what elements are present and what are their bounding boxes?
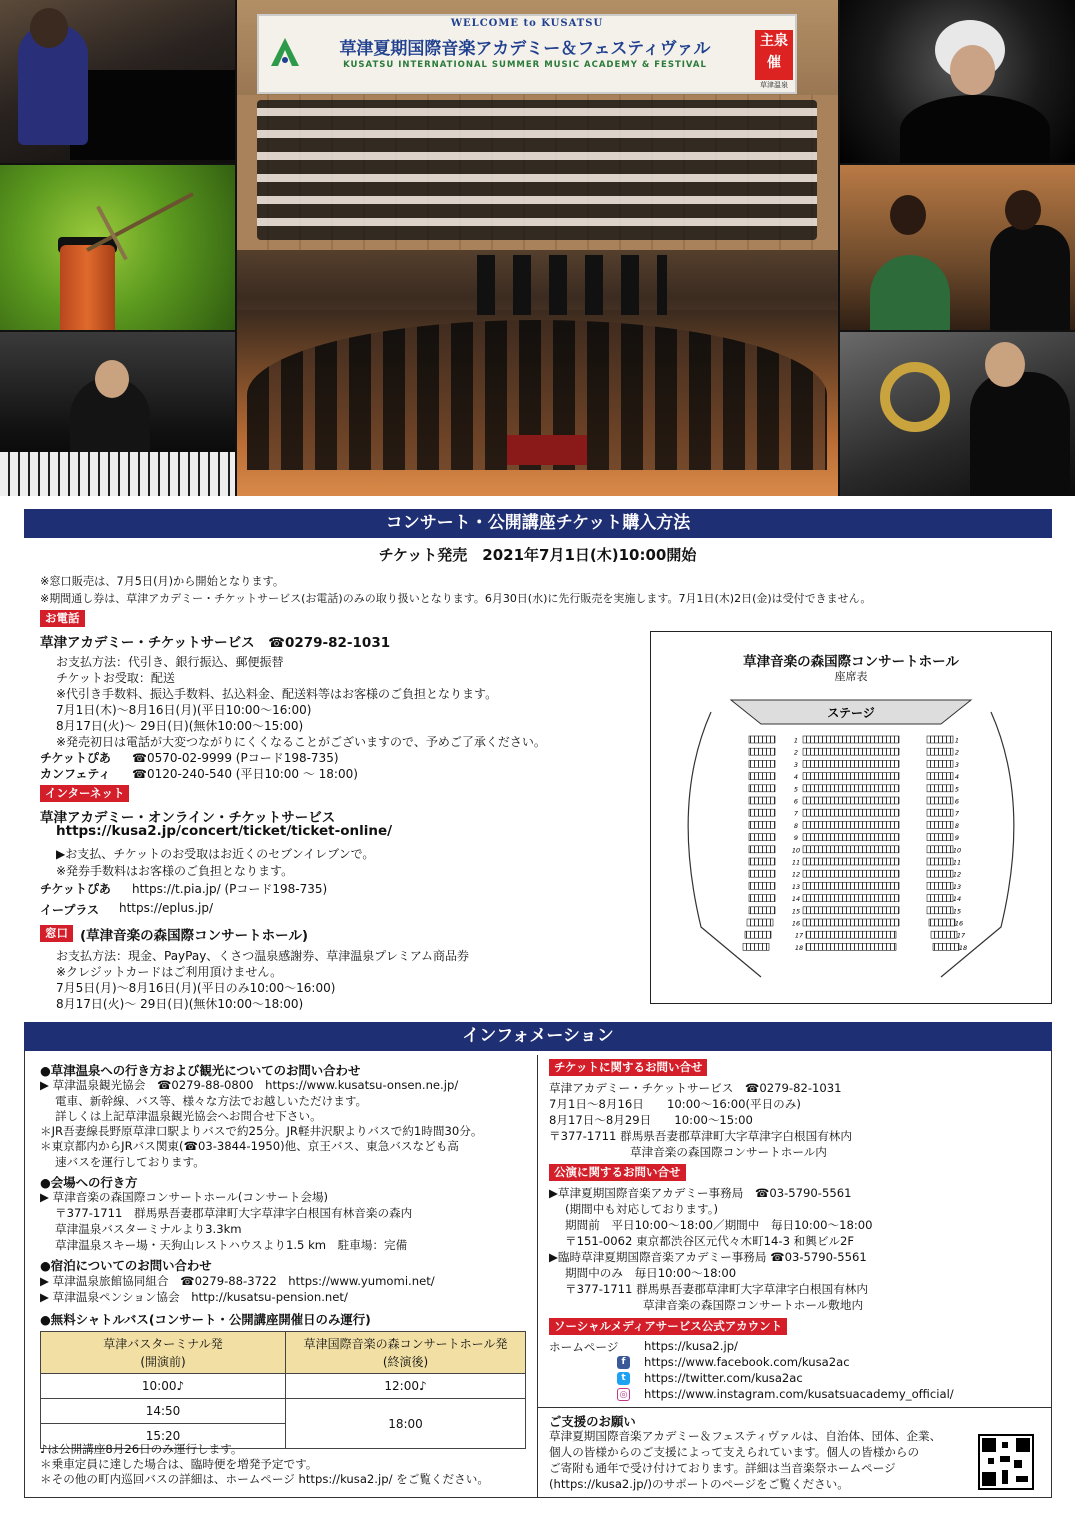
seat-block-left bbox=[749, 846, 775, 853]
access-line: 詳しくは上記草津温泉観光協会へお問合せ下さい。 bbox=[55, 1109, 322, 1123]
eplus-link[interactable]: https://eplus.jp/ bbox=[119, 901, 214, 915]
phone-line: お支払方法：代引き、銀行振込、郵便振替 bbox=[56, 655, 284, 669]
seat-block-right bbox=[933, 943, 959, 950]
festival-banner bbox=[257, 14, 797, 94]
seat-block-right bbox=[927, 834, 953, 841]
instagram-link[interactable]: https://www.instagram.com/kusatsuacademy_official/ bbox=[644, 1387, 954, 1401]
phone-line: ※代引き手数料、振込手数料、払込料金、配送料等はお客様のご負担となります。 bbox=[56, 687, 498, 701]
venue-heading: ●会場への行き方 bbox=[40, 1175, 138, 1190]
seat-block-right bbox=[927, 870, 953, 877]
seat-row-label: 4 bbox=[793, 773, 799, 782]
info-section-title: インフォメーション bbox=[24, 1022, 1052, 1051]
shuttle-cell: 15:20 bbox=[41, 1424, 286, 1449]
twitter-link[interactable]: https://twitter.com/kusa2ac bbox=[644, 1371, 803, 1385]
seat-block-center bbox=[803, 870, 899, 877]
shuttle-cell: 12:00♪ bbox=[286, 1374, 526, 1399]
access-line: ▶ 草津温泉観光協会 ☎0279-88-0800 https://www.kusatsu-onsen.ne.jp/ bbox=[40, 1078, 459, 1092]
seat-row-label: 17 bbox=[794, 931, 804, 940]
seat-block-right bbox=[927, 736, 953, 743]
seating-subtitle: 座席表 bbox=[834, 670, 868, 683]
note-season-pass: ※期間通し券は、草津アカデミー・チケットサービス(お電話)のみの取り扱いとなります。6月30日(水)に先行販売を実施します。7月1日(木)2日(金)は受付できません。 bbox=[40, 592, 872, 605]
support-line: ご寄附も通年で受け付けております。詳細は当音楽祭ホームページ bbox=[549, 1461, 896, 1475]
seat-block-center bbox=[803, 858, 899, 865]
photo-orchestra-choir bbox=[237, 0, 838, 496]
instagram-icon[interactable]: ◎ bbox=[617, 1388, 630, 1401]
seat-row-label: 12 bbox=[791, 870, 801, 879]
banner-welcome: WELCOME to KUSATSU bbox=[450, 18, 604, 29]
seat-block-right bbox=[927, 882, 953, 889]
seat-block-center bbox=[803, 907, 899, 914]
seat-block-right bbox=[929, 919, 955, 926]
seating-chart bbox=[650, 631, 1052, 1004]
window-line: 8月17日(火)～ 29日(日)(無休10:00～18:00) bbox=[56, 997, 304, 1011]
seat-block-left bbox=[749, 907, 775, 914]
seat-row-label: 12 bbox=[952, 870, 962, 879]
seat-block-center bbox=[803, 736, 899, 743]
seat-block-right bbox=[927, 748, 953, 755]
seat-row-label: 15 bbox=[791, 907, 801, 916]
online-service: 草津アカデミー・オンライン・チケットサービス bbox=[40, 810, 336, 826]
access-line: ＊東京都内からJRバス関東(☎03-3844-1950)他、京王バス、東急バスなども高 bbox=[40, 1139, 459, 1153]
stage-label: ステージ bbox=[827, 706, 875, 720]
shuttle-col2-head: 草津国際音楽の森コンサートホール発 (終演後) bbox=[286, 1332, 526, 1374]
shuttle-cell: 18:00 bbox=[286, 1399, 526, 1449]
venue-line: 草津温泉バスターミナルより3.3km bbox=[55, 1222, 242, 1236]
seat-row-label: 16 bbox=[791, 919, 801, 928]
seat-block-left bbox=[747, 919, 773, 926]
photo-dragonfly bbox=[0, 165, 235, 330]
seat-row-label: 9 bbox=[954, 834, 960, 843]
pia-phone: ☎0570-02-9999 (Pコード198-735) bbox=[132, 751, 339, 765]
tag-phone: お電話 bbox=[40, 610, 85, 627]
seat-block-center bbox=[803, 882, 899, 889]
seat-row-label: 3 bbox=[954, 760, 960, 769]
seat-block-right bbox=[927, 809, 953, 816]
phone-line: 7月1日(木)～8月16日(月)(平日10:00～16:00) bbox=[56, 703, 312, 717]
window-place: (草津音楽の森国際コンサートホール) bbox=[80, 928, 309, 944]
tag-window: 窓口 bbox=[40, 925, 73, 942]
pia-label: チケットぴあ bbox=[40, 882, 111, 896]
pia-link[interactable]: https://t.pia.jp/ (Pコード198-735) bbox=[132, 882, 328, 896]
seat-row-label: 8 bbox=[793, 821, 799, 830]
shuttle-note: ＊その他の町内巡回バスの詳細は、ホームページ https://kusa2.jp/ をご覧ください。 bbox=[40, 1472, 489, 1486]
performance-inquiry-line: 〒151-0062 東京都渋谷区元代々木町14-3 和興ビル2F bbox=[565, 1234, 855, 1248]
performance-inquiry-line: 〒377-1711 群馬県吾妻郡草津町大字草津字白根国有林内 bbox=[565, 1282, 868, 1296]
eplus-label: イープラス bbox=[40, 903, 100, 917]
seat-row-label: 1 bbox=[793, 736, 799, 745]
seat-block-left bbox=[749, 870, 775, 877]
seat-row-label: 9 bbox=[793, 834, 799, 843]
seat-block-center bbox=[803, 919, 899, 926]
confetti-label: カンフェティ bbox=[40, 767, 111, 781]
ticket-inquiry-line: 〒377-1711 群馬県吾妻郡草津町大字草津字白根国有林内 bbox=[549, 1129, 852, 1143]
seat-block-right bbox=[927, 858, 953, 865]
seat-block-right bbox=[927, 895, 953, 902]
seat-block-center bbox=[803, 895, 899, 902]
seat-block-left bbox=[749, 858, 775, 865]
seat-block-center bbox=[806, 931, 896, 938]
info-divider bbox=[537, 1055, 538, 1497]
shuttle-note: ＊乗車定員に達した場合は、臨時便を増発予定です。 bbox=[40, 1457, 318, 1471]
facebook-link[interactable]: https://www.facebook.com/kusa2ac bbox=[644, 1355, 850, 1369]
seat-row-label: 4 bbox=[954, 773, 960, 782]
seat-block-right bbox=[931, 931, 957, 938]
seat-row-label: 11 bbox=[952, 858, 962, 867]
seat-block-left bbox=[749, 736, 775, 743]
seat-block-center bbox=[803, 748, 899, 755]
seat-row-label: 11 bbox=[791, 858, 801, 867]
online-ticket-link[interactable]: https://kusa2.jp/concert/ticket/ticket-online/ bbox=[56, 823, 393, 839]
seat-row-label: 3 bbox=[793, 760, 799, 769]
twitter-icon[interactable]: t bbox=[617, 1372, 630, 1385]
banner-seal-sub: 草津温泉 bbox=[760, 81, 788, 89]
shuttle-note: ♪は公開講座8月26日のみ運行します。 bbox=[40, 1442, 243, 1456]
seat-block-right bbox=[927, 821, 953, 828]
seat-block-left bbox=[749, 773, 775, 780]
shuttle-heading: ●無料シャトルバス(コンサート・公開講座開催日のみ運行) bbox=[40, 1312, 371, 1327]
seat-block-left bbox=[749, 809, 775, 816]
seat-row-label: 14 bbox=[952, 895, 962, 904]
seat-row-label: 16 bbox=[954, 919, 964, 928]
access-heading: ●草津温泉への行き方および観光についてのお問い合わせ bbox=[40, 1063, 361, 1078]
seat-row-label: 7 bbox=[793, 809, 799, 818]
facebook-icon[interactable]: f bbox=[617, 1356, 630, 1369]
seat-block-center bbox=[803, 773, 899, 780]
venue-line: 草津温泉スキー場・天狗山レストハウスより1.5 km 駐車場：完備 bbox=[55, 1238, 408, 1252]
seating-title: 草津音楽の森国際コンサートホール bbox=[743, 654, 959, 670]
seating-map bbox=[651, 682, 1051, 1002]
note-window-sale: ※窓口販売は、7月5日(月)から開始となります。 bbox=[40, 575, 285, 588]
seat-block-center bbox=[803, 821, 899, 828]
stay-heading: ●宿泊についてのお問い合わせ bbox=[40, 1258, 212, 1273]
photo-pianist bbox=[0, 0, 235, 163]
seat-row-label: 17 bbox=[956, 931, 966, 940]
seat-block-left bbox=[749, 882, 775, 889]
seat-block-left bbox=[745, 931, 771, 938]
support-line: 草津夏期国際音楽アカデミー＆フェスティヴァルは、自治体、団体、企業、 bbox=[549, 1429, 942, 1443]
internet-line: ※発券手数料はお客様のご負担となります。 bbox=[56, 864, 294, 878]
support-line: (https://kusa2.jp/)のサポートのページをご覧ください。 bbox=[549, 1477, 849, 1491]
banner-english: KUSATSU INTERNATIONAL SUMMER MUSIC ACADEMY & FESTIVAL bbox=[343, 60, 707, 70]
seat-row-label: 10 bbox=[791, 846, 801, 855]
seat-row-label: 8 bbox=[954, 821, 960, 830]
venue-line: 〒377-1711 群馬県吾妻郡草津町大字草津字白根国有林音楽の森内 bbox=[55, 1206, 413, 1220]
seat-row-label: 15 bbox=[952, 907, 962, 916]
performance-inquiry-line: 草津音楽の森国際コンサートホール敷地内 bbox=[643, 1298, 864, 1312]
photo-opera-singers bbox=[840, 165, 1075, 330]
seat-block-right bbox=[927, 773, 953, 780]
stay-line: ▶ 草津温泉ペンション協会 http://kusatsu-pension.net/ bbox=[40, 1290, 348, 1304]
phone-line: チケットお受取：配送 bbox=[56, 671, 175, 685]
seat-row-label: 18 bbox=[794, 943, 804, 952]
seat-block-left bbox=[743, 943, 769, 950]
seat-block-right bbox=[927, 846, 953, 853]
stay-line: ▶ 草津温泉旅館協同組合 ☎0279-88-3722 https://www.yumomi.net/ bbox=[40, 1274, 435, 1288]
photo-wind-players bbox=[840, 332, 1075, 496]
phone-service: 草津アカデミー・チケットサービス ☎0279-82-1031 bbox=[40, 635, 391, 651]
performance-inquiry-line: ▶草津夏期国際音楽アカデミー事務局 ☎03-5790-5561 bbox=[549, 1186, 852, 1200]
support-line: 個人の皆様からのご支援によって支えられています。個人の皆様からの bbox=[549, 1445, 920, 1459]
window-line: 7月5日(月)～8月16日(月)(平日のみ10:00～16:00) bbox=[56, 981, 336, 995]
tag-internet: インターネット bbox=[40, 785, 129, 802]
tag-social-media: ソーシャルメディアサービス公式アカウント bbox=[549, 1318, 787, 1335]
seat-row-label: 13 bbox=[791, 882, 801, 891]
seat-row-label: 6 bbox=[793, 797, 799, 806]
seat-block-left bbox=[749, 834, 775, 841]
support-heading: ご支援のお願い bbox=[549, 1414, 636, 1429]
seat-block-left bbox=[749, 797, 775, 804]
homepage-label: ホームページ bbox=[549, 1340, 619, 1354]
seat-row-label: 13 bbox=[952, 882, 962, 891]
sale-start-headline: チケット発売 2021年7月1日(木)10:00開始 bbox=[378, 546, 697, 564]
support-divider bbox=[537, 1407, 1052, 1408]
tag-performance-inquiry: 公演に関するお問い合せ bbox=[549, 1164, 686, 1181]
seat-block-right bbox=[927, 907, 953, 914]
ticket-inquiry-line: 7月1日～8月16日 10:00～16:00(平日のみ) bbox=[549, 1097, 801, 1111]
venue-line: ▶ 草津音楽の森国際コンサートホール(コンサート会場) bbox=[40, 1190, 329, 1204]
seat-row-label: 10 bbox=[952, 846, 962, 855]
seat-block-left bbox=[749, 785, 775, 792]
seat-block-center bbox=[803, 846, 899, 853]
window-line: お支払方法：現金、PayPay、くさつ温泉感謝券、草津温泉プレミアム商品券 bbox=[56, 949, 469, 963]
confetti-phone: ☎0120-240-540 (平日10:00 ～ 18:00) bbox=[132, 767, 358, 781]
seat-block-left bbox=[749, 760, 775, 767]
window-line: ※クレジットカードはご利用頂けません。 bbox=[56, 965, 283, 979]
seat-block-right bbox=[927, 797, 953, 804]
seat-block-right bbox=[927, 785, 953, 792]
photo-conductor bbox=[840, 0, 1075, 163]
ticket-inquiry-line: 8月17日～8月29日 10:00～15:00 bbox=[549, 1113, 753, 1127]
seat-row-label: 5 bbox=[793, 785, 799, 794]
access-line: 速バスを運行しております。 bbox=[55, 1155, 205, 1169]
seat-block-left bbox=[749, 748, 775, 755]
shuttle-cell: 10:00♪ bbox=[41, 1374, 286, 1399]
seat-row-label: 18 bbox=[958, 943, 968, 952]
shuttle-timetable bbox=[40, 1331, 526, 1449]
seat-row-label: 6 bbox=[954, 797, 960, 806]
seat-row-label: 14 bbox=[791, 895, 801, 904]
phone-line: ※発売初日は電話が大変つながりにくくなることがございますので、予めご了承ください。 bbox=[56, 735, 546, 749]
seat-row-label: 1 bbox=[954, 736, 960, 745]
seat-block-left bbox=[749, 895, 775, 902]
ticket-section-title: コンサート・公開講座チケット購入方法 bbox=[24, 509, 1052, 538]
seat-block-center bbox=[803, 785, 899, 792]
performance-inquiry-line: 期間前 平日10:00～18:00／期間中 毎日10:00～18:00 bbox=[565, 1218, 873, 1232]
seat-row-label: 2 bbox=[954, 748, 960, 757]
seat-block-right bbox=[927, 760, 953, 767]
seat-row-label: 5 bbox=[954, 785, 960, 794]
photo-pianist-2 bbox=[0, 332, 235, 496]
seat-row-label: 2 bbox=[793, 748, 799, 757]
pia-label: チケットぴあ bbox=[40, 751, 111, 765]
performance-inquiry-line: ▶臨時草津夏期国際音楽アカデミー事務局 ☎03-5790-5561 bbox=[549, 1250, 867, 1264]
phone-line: 8月17日(火)～ 29日(日)(無休10:00～15:00) bbox=[56, 719, 304, 733]
seat-block-center bbox=[803, 760, 899, 767]
shuttle-cell: 14:50 bbox=[41, 1399, 286, 1424]
seat-block-center bbox=[803, 797, 899, 804]
seat-block-center bbox=[803, 809, 899, 816]
seat-row-label: 7 bbox=[954, 809, 960, 818]
access-line: 電車、新幹線、バス等、様々な方法でお越しいただけます。 bbox=[55, 1094, 368, 1108]
festival-logo-icon bbox=[265, 32, 305, 72]
seat-block-left bbox=[749, 821, 775, 828]
seat-block-center bbox=[803, 834, 899, 841]
shuttle-col1-head: 草津バスターミナル発 (開演前) bbox=[41, 1332, 286, 1374]
banner-seal: 主泉催 bbox=[755, 30, 793, 80]
ticket-inquiry-line: 草津アカデミー・チケットサービス ☎0279-82-1031 bbox=[549, 1081, 842, 1095]
qr-code-icon[interactable] bbox=[978, 1434, 1034, 1490]
performance-inquiry-line: (期間中も対応しております。) bbox=[565, 1202, 719, 1216]
tag-ticket-inquiry: チケットに関するお問い合せ bbox=[549, 1059, 707, 1076]
seat-block-center bbox=[806, 943, 896, 950]
banner-title: 草津夏期国際音楽アカデミー＆フェスティヴァル bbox=[339, 39, 711, 59]
access-line: ＊JR吾妻線長野原草津口駅よりバスで約25分。JR軽井沢駅よりバスで約1時間30分。 bbox=[40, 1124, 483, 1138]
homepage-link[interactable]: https://kusa2.jp/ bbox=[644, 1339, 738, 1353]
ticket-inquiry-line: 草津音楽の森国際コンサートホール内 bbox=[630, 1145, 827, 1159]
internet-line: ▶お支払、チケットのお受取はお近くのセブンイレブンで。 bbox=[56, 847, 375, 861]
performance-inquiry-line: 期間中のみ 毎日10:00～18:00 bbox=[565, 1266, 737, 1280]
photo-collage bbox=[0, 0, 1075, 496]
